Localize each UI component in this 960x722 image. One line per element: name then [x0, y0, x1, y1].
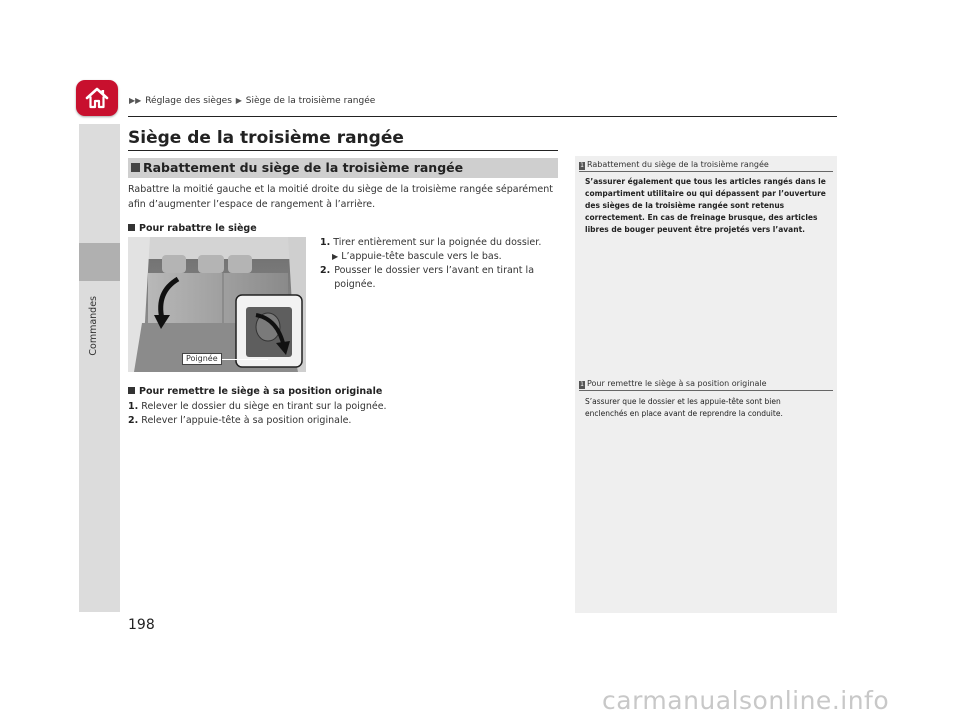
step-result-text: L’appuie-tête bascule vers le bas. — [341, 251, 502, 262]
page-title: Siège de la troisième rangée — [128, 128, 404, 148]
subsection-restore-heading — [128, 386, 382, 397]
step-text: Tirer entièrement sur la poignée du dossier. — [333, 237, 542, 248]
step-number: 1. — [128, 401, 139, 412]
section-intro: Rabattre la moitié gauche et la moitié droite du siège de la troisième rangée séparément afin d’augmenter l’espace de rangement à l’arrière. — [128, 184, 553, 210]
title-divider — [128, 150, 558, 151]
callout-leader-line — [222, 359, 268, 360]
section-header — [128, 158, 558, 178]
note-2-divider — [579, 390, 833, 391]
watermark-text: carmanualsonline.info — [602, 686, 890, 715]
breadcrumb-current[interactable]: Siège de la troisième rangée — [245, 96, 376, 106]
note-1-title[interactable] — [579, 160, 769, 170]
breadcrumb-link-seat-adjustment[interactable]: Réglage des sièges — [145, 96, 232, 106]
restore-step-1 — [128, 400, 558, 414]
step-number: 1. — [320, 237, 331, 248]
fold-step-1 — [320, 236, 555, 250]
section-title: Rabattement du siège de la troisième rangée — [143, 160, 464, 175]
note-badge-icon: 1 — [580, 162, 584, 169]
step-number: 2. — [128, 415, 139, 426]
step-text: Relever le dossier du siège en tirant sur la poignée. — [141, 401, 387, 412]
sidebar — [79, 124, 120, 612]
seat-fold-illustration — [128, 237, 306, 372]
note-title-text: Pour remettre le siège à sa position originale — [587, 379, 767, 388]
square-bullet-icon — [131, 163, 140, 172]
header-divider — [128, 116, 837, 117]
note-1-divider — [579, 171, 833, 172]
callout-label-handle: Poignée — [182, 353, 222, 365]
note-title-text: Rabattement du siège de la troisième rangée — [587, 160, 769, 169]
note-1-body: S’assurer également que tous les articles rangés dans le compartiment utilitaire ou qui dépassent par l’ouverture des sièges de la troisième rangée sont retenus correctement. En cas de freinage brusque, des articles libres de bouger peuvent être projetés vers l’avant. — [585, 177, 826, 234]
square-bullet-icon — [128, 387, 135, 394]
cargo-area-image — [128, 237, 306, 372]
step-number: 2. — [320, 265, 331, 276]
restore-step-2 — [128, 414, 558, 428]
breadcrumb-arrow-icon: ▶ — [235, 96, 242, 105]
home-button[interactable] — [76, 80, 118, 116]
fold-steps-list — [320, 236, 555, 292]
result-arrow-icon: ▶ — [332, 252, 339, 261]
note-2-body: S’assurer que le dossier et les appuie-tête sont bien enclenchés en place avant de reprendre la conduite. — [585, 397, 783, 418]
fold-step-2 — [320, 264, 555, 292]
subsection-fold-heading — [128, 223, 257, 234]
subsection-fold-title: Pour rabattre le siège — [139, 223, 257, 234]
fold-step-1-result — [320, 250, 555, 264]
sidebar-tab-active[interactable] — [79, 243, 120, 281]
step-text: Pousser le dossier vers l’avant en tirant la poignée. — [334, 265, 535, 290]
subsection-restore-title: Pour remettre le siège à sa position originale — [139, 386, 383, 397]
page-number: 198 — [128, 617, 155, 633]
sidebar-label: Commandes — [88, 296, 99, 356]
note-badge-icon: 1 — [580, 381, 584, 388]
breadcrumb-arrow-icon: ▶▶ — [129, 96, 142, 105]
note-2-title[interactable] — [579, 379, 767, 389]
notes-panel — [575, 156, 837, 613]
home-icon — [84, 85, 110, 111]
step-text: Relever l’appuie-tête à sa position originale. — [141, 415, 352, 426]
square-bullet-icon — [128, 224, 135, 231]
restore-steps-list — [128, 400, 558, 428]
breadcrumb — [128, 96, 375, 106]
